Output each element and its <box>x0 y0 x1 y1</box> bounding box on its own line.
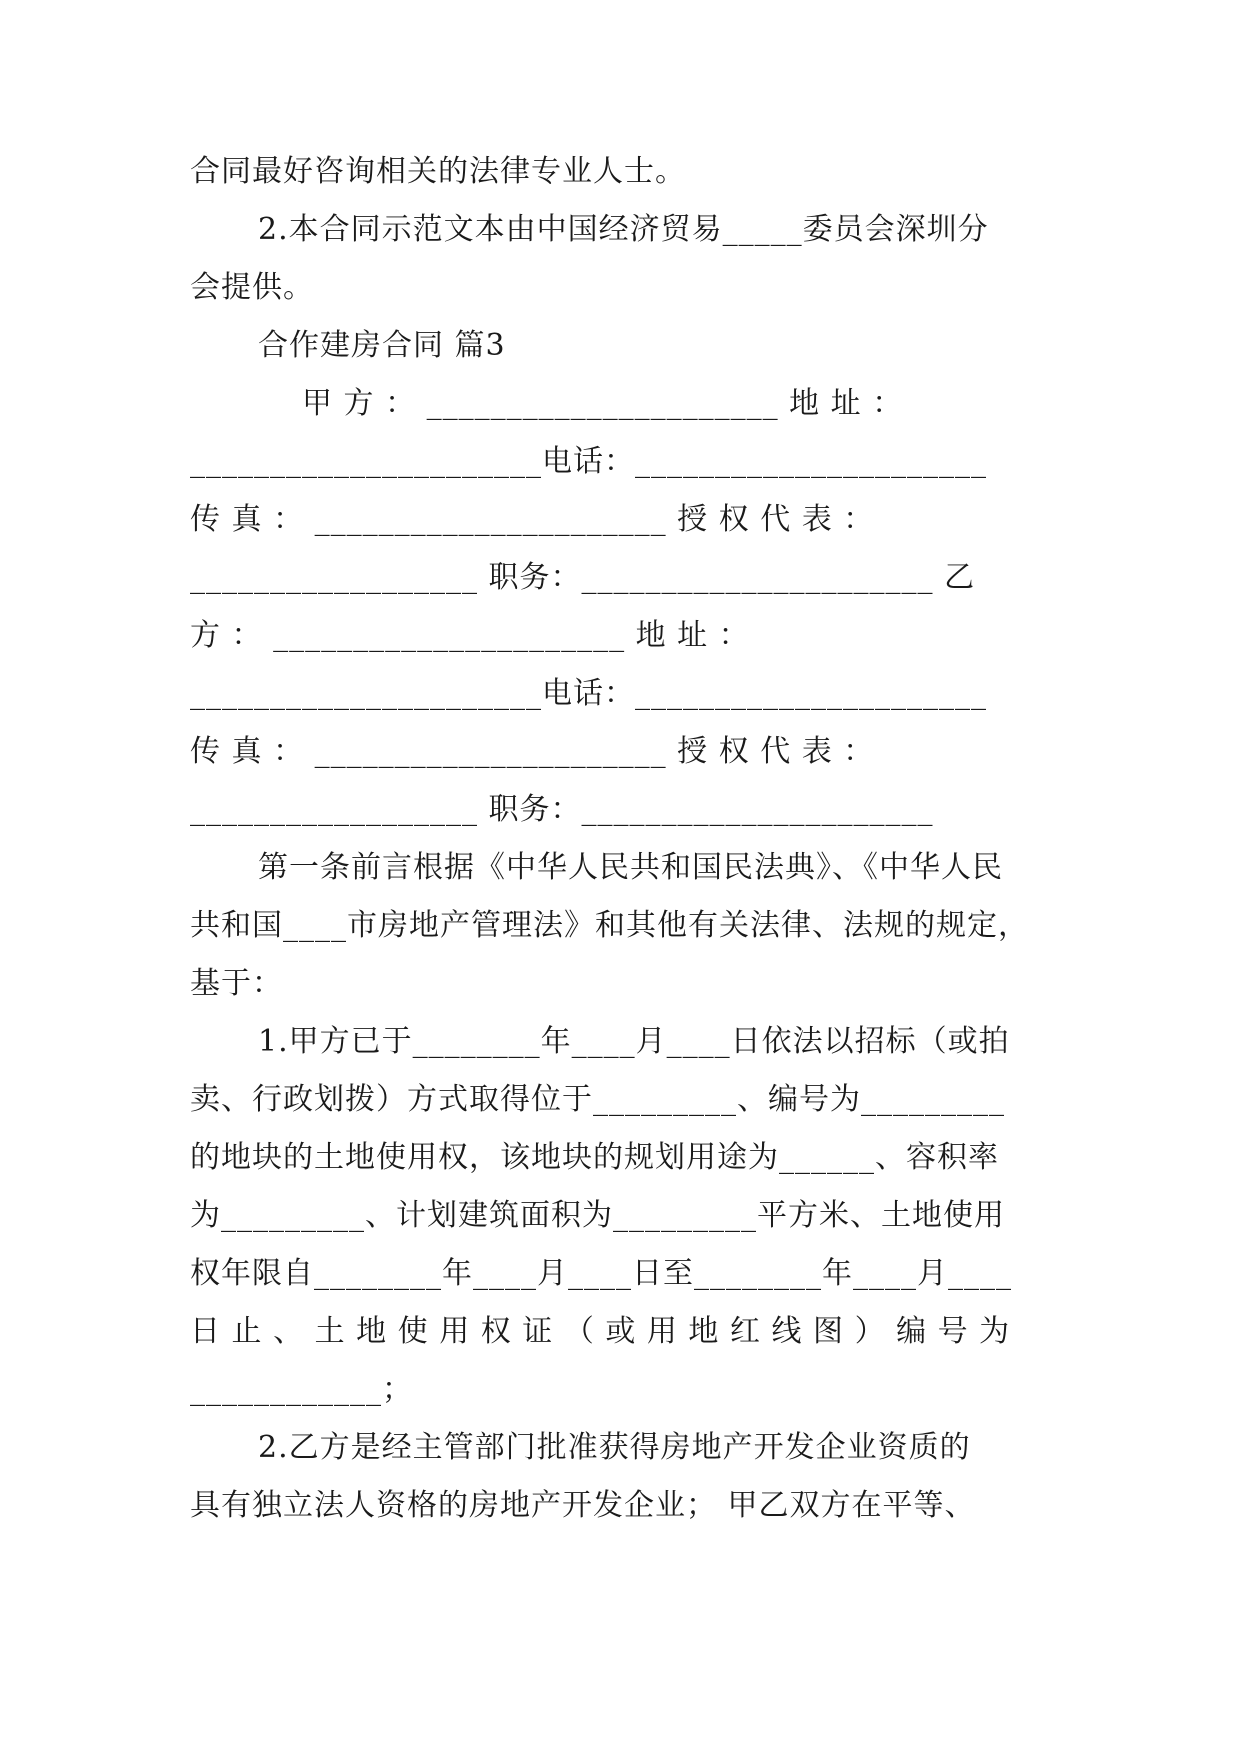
section-heading: 合作建房合同 篇3 <box>258 328 506 363</box>
text-line: 1.甲方已于________年____月____日依法以招标（或拍 <box>258 1024 1010 1059</box>
text-line: 为_________、计划建筑面积为_________平方米、土地使用 <box>190 1198 1005 1233</box>
text-line: 的地块的土地使用权，该地块的规划用途为______、容积率 <box>190 1140 999 1175</box>
text-line: __________________ 职务：______________________ <box>190 792 934 827</box>
text-line: 传 真 ： ______________________ 授 权 代 表 ： <box>190 502 875 537</box>
text-line: ______________________电话：______________________ <box>190 676 987 711</box>
text-line: 2.乙方是经主管部门批准获得房地产开发企业资质的 <box>258 1430 971 1465</box>
text-line: 权年限自________年____月____日至________年____月____ <box>190 1256 1012 1291</box>
text-line: 2.本合同示范文本由中国经济贸易_____委员会深圳分 <box>258 212 989 247</box>
text-line: 第一条前言根据《中华人民共和国民法典》、《中华人民 <box>258 850 1003 885</box>
text-line: ____________； <box>190 1372 413 1407</box>
text-line: 卖、行政划拨）方式取得位于_________、编号为_________ <box>190 1082 1005 1117</box>
text-line: 甲 方 ： ______________________ 地 址 ： <box>302 386 904 421</box>
text-line: 传 真 ： ______________________ 授 权 代 表 ： <box>190 734 875 769</box>
text-line: ______________________电话：______________________ <box>190 444 987 479</box>
text-line: 共和国____市房地产管理法》和其他有关法律、法规的规定， <box>190 908 1029 943</box>
text-line: 会提供。 <box>190 270 314 305</box>
text-line: 具有独立法人资格的房地产开发企业； 甲乙双方在平等、 <box>190 1488 976 1523</box>
text-line: 基于： <box>190 966 283 1001</box>
text-line: 方 ： ______________________ 地 址 ： <box>190 618 750 653</box>
text-line: 合同最好咨询相关的法律专业人士。 <box>190 154 686 189</box>
text-line: __________________ 职务：______________________ 乙 <box>190 560 976 595</box>
text-line: 日 止 、 土 地 使 用 权 证 （ 或 用 地 红 线 图 ） 编 号 为 <box>190 1314 1011 1349</box>
